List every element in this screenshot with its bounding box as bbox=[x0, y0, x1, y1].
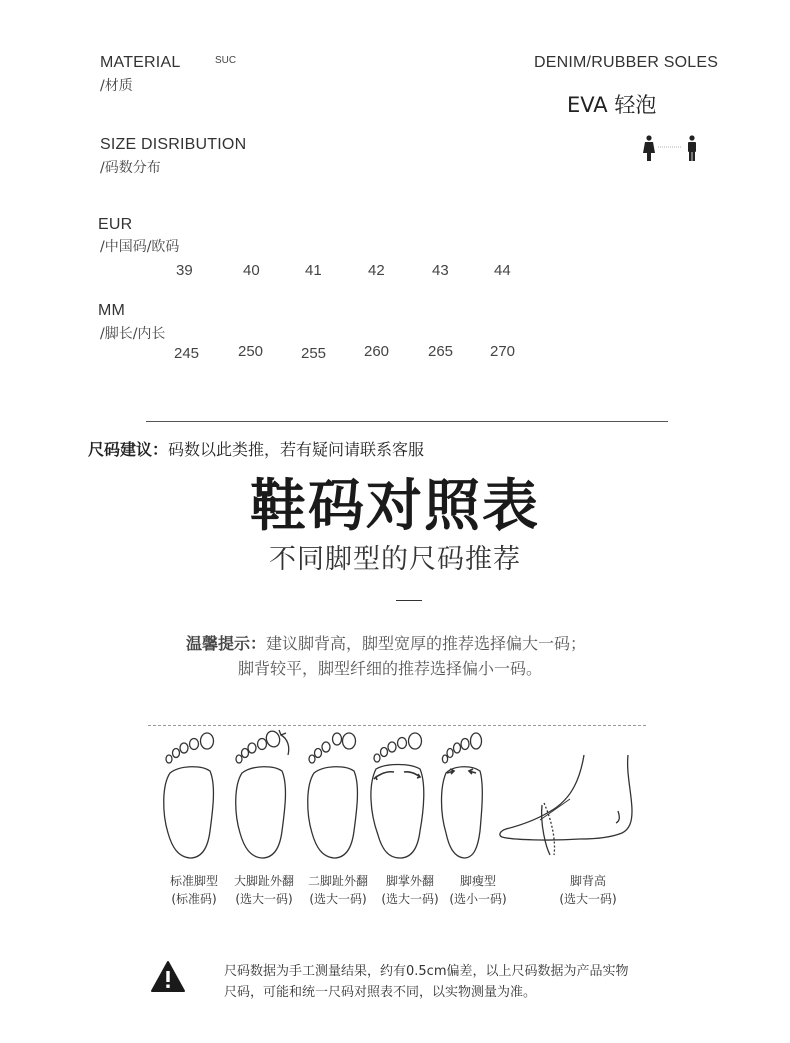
eur-value: 43 bbox=[432, 262, 449, 279]
foot-slim-icon bbox=[442, 733, 483, 858]
material-suc: SUC bbox=[215, 55, 237, 66]
material-label: MATERIAL bbox=[100, 54, 181, 71]
note-line2: 尺码，可能和统一尺码对照表不同，以实物测量为准。 bbox=[224, 985, 537, 1000]
material-sub: /材质 bbox=[100, 78, 133, 94]
tip-label: 温馨提示： bbox=[186, 634, 267, 653]
warning-icon bbox=[150, 960, 186, 994]
eur-label: EUR bbox=[98, 216, 133, 233]
eur-value: 40 bbox=[243, 262, 260, 279]
foot-second-toe-out-icon bbox=[308, 733, 358, 858]
size-advice-label: 尺码建议： bbox=[88, 440, 169, 459]
foot-caption bbox=[548, 872, 628, 908]
page-subtitle: 不同脚型的尺码推荐 bbox=[269, 544, 521, 575]
foot-size: (选大一码) bbox=[235, 892, 293, 906]
eur-value: 41 bbox=[305, 262, 322, 279]
unisex-icon bbox=[640, 134, 700, 162]
foot-name: 大脚趾外翻 bbox=[233, 874, 294, 888]
note-line1: 尺码数据为手工测量结果，约有0.5cm偏差，以上尺码数据为产品实物 bbox=[224, 964, 629, 979]
size-advice-text: 码数以此类推，若有疑问请联系客服 bbox=[168, 440, 425, 459]
mm-value: 250 bbox=[238, 343, 264, 360]
foot-caption bbox=[440, 872, 516, 908]
foot-name: 脚瘦型 bbox=[459, 874, 496, 888]
mm-value: 270 bbox=[490, 343, 516, 360]
mm-value: 260 bbox=[364, 343, 390, 360]
size-advice bbox=[88, 437, 424, 460]
tip-line2: 脚背较平，脚型纤细的推荐选择偏小一码。 bbox=[238, 659, 543, 678]
foot-big-toe-out-icon bbox=[236, 729, 289, 858]
divider bbox=[146, 421, 668, 422]
tip-line1 bbox=[186, 631, 586, 654]
short-divider bbox=[396, 600, 422, 601]
foot-caption bbox=[160, 872, 228, 908]
size-distribution-label: SIZE DISRIBUTION bbox=[100, 136, 247, 153]
tip-text1: 建议脚背高，脚型宽厚的推荐选择偏大一码； bbox=[266, 634, 587, 653]
page-title: 鞋码对照表 bbox=[250, 474, 540, 539]
eur-sub: /中国码/欧码 bbox=[100, 239, 180, 255]
mm-value: 265 bbox=[428, 343, 454, 360]
foot-size: (选小一码) bbox=[449, 892, 507, 906]
foot-size: (选大一码) bbox=[559, 892, 617, 906]
foot-caption bbox=[372, 872, 448, 908]
eur-value: 39 bbox=[176, 262, 193, 279]
foot-size: (选大一码) bbox=[309, 892, 367, 906]
eur-value: 44 bbox=[494, 262, 511, 279]
material-value: DENIM/RUBBER SOLES bbox=[534, 54, 719, 71]
mm-value: 245 bbox=[174, 345, 200, 362]
mm-label: MM bbox=[98, 302, 126, 319]
mm-sub: /脚长/内长 bbox=[100, 326, 166, 342]
foot-size: (标准码) bbox=[171, 892, 217, 906]
feet-illustrations bbox=[150, 725, 650, 865]
foot-name: 脚掌外翻 bbox=[385, 874, 434, 888]
material-value-eva: EVA 轻泡 bbox=[567, 93, 657, 117]
foot-caption bbox=[226, 872, 302, 908]
size-distribution-sub: /码数分布 bbox=[100, 160, 161, 176]
foot-standard-icon bbox=[164, 733, 214, 858]
foot-name: 二脚趾外翻 bbox=[307, 874, 368, 888]
foot-caption bbox=[300, 872, 376, 908]
foot-name: 标准脚型 bbox=[169, 874, 218, 888]
mm-value: 255 bbox=[301, 345, 327, 362]
foot-high-instep-icon bbox=[500, 755, 632, 855]
foot-size: (选大一码) bbox=[381, 892, 439, 906]
eur-value: 42 bbox=[368, 262, 385, 279]
foot-forefoot-out-icon bbox=[371, 733, 424, 858]
foot-name: 脚背高 bbox=[569, 874, 606, 888]
